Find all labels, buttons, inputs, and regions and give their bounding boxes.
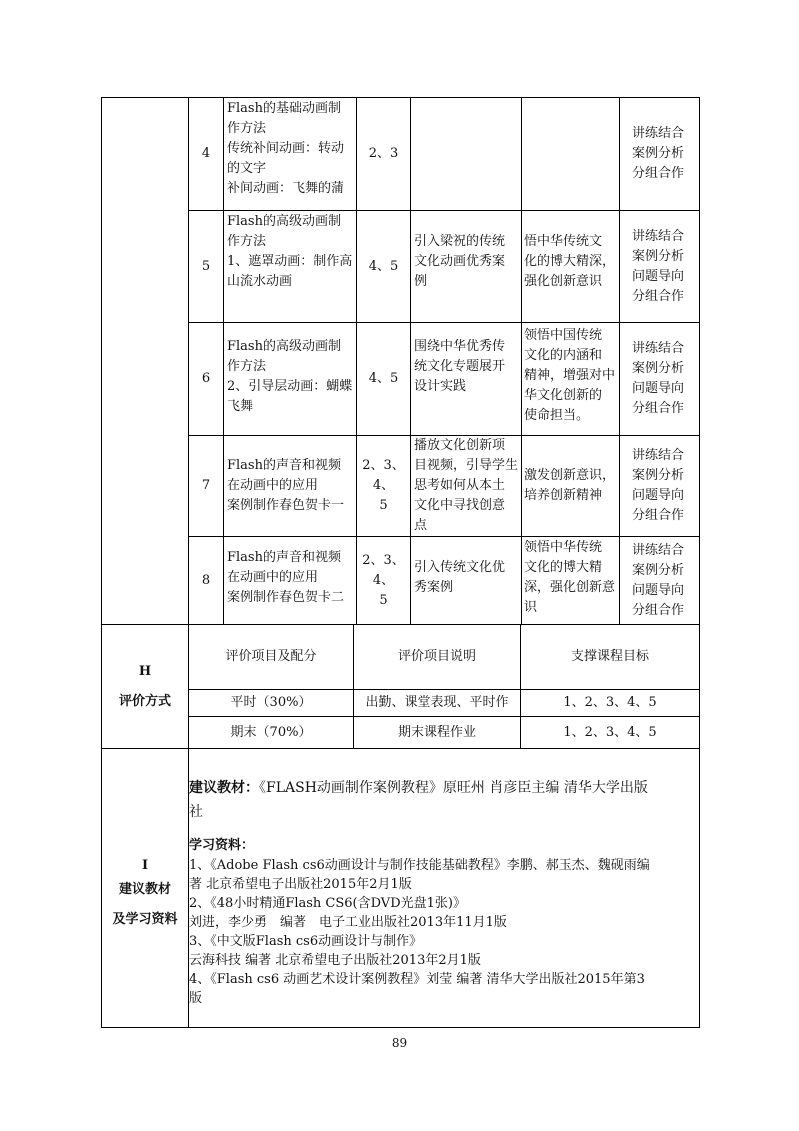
row-goal: 2、3 bbox=[368, 146, 399, 161]
eval-item: 平时（30%） bbox=[230, 695, 312, 710]
row-cases: 围绕中华优秀传 统文化专题展开 设计实践 bbox=[414, 339, 506, 394]
row-number: 7 bbox=[201, 478, 211, 493]
row-goal: 2、3、4、 5 bbox=[362, 458, 405, 513]
row-cases: 播放文化创新项 目视频，引导学生 思考如何从本土 文化中寻找创意 点 bbox=[414, 438, 519, 533]
row-goal: 4、5 bbox=[368, 371, 399, 386]
textbook-text: 《FLASH动画制作案例教程》原旺州 肖彦臣主编 清华大学出版 社 bbox=[189, 780, 648, 820]
page-number: 89 bbox=[391, 1036, 408, 1050]
row-goal: 2、3、4、 5 bbox=[362, 552, 405, 608]
row-ideology: 领悟中华传统 文化的博大精 深，强化创新意 识 bbox=[524, 540, 616, 615]
reference-list: 1、《Adobe Flash cs6动画设计与制作技能基础教程》李鹏、郝玉杰、魏砚雨编 著 北京希望电子出版社2015年2月1版 2、《48小时精通Flash CS6(含DVD光盘1张)》 刘进，李少勇 编著 电子工业出版社2013年11月1版 3、《中文版Flash cs6动画设计与制作》 云海科技 编著 北京希望电子出版社2013年2月1版 4、《Flash cs6 动画艺术设计案例教程》刘莹 编著 清华大学出版社2015年第3 版 bbox=[189, 858, 650, 1006]
row-number: 5 bbox=[201, 258, 211, 274]
section-code-i: I bbox=[141, 858, 149, 873]
row-method: 讲练结合 案例分析 问题导向 分组合作 bbox=[632, 448, 685, 523]
textbook-block bbox=[189, 776, 701, 824]
eval-desc: 出勤、课堂表现、平时作 bbox=[365, 695, 509, 710]
row-content: Flash的声音和视频 在动画中的应用 案例制作春色贺卡一 bbox=[227, 458, 345, 513]
row-method: 讲练结合 案例分析 问题导向 分组合作 bbox=[632, 341, 685, 416]
row-cases: 引入传统文化优 秀案例 bbox=[414, 560, 506, 595]
row-content: Flash的声音和视频 在动画中的应用 案例制作春色贺卡二 bbox=[227, 550, 345, 605]
row-content: Flash的高级动画制 作方法 2、引导层动画：蝴蝶 飞舞 bbox=[227, 339, 353, 414]
section-code-h: H bbox=[138, 664, 152, 679]
row-ideology: 激发创新意识， 培养创新精神 bbox=[524, 468, 616, 503]
section-title-materials-2: 及学习资料 bbox=[112, 912, 178, 927]
section-title-evaluation: 评价方式 bbox=[118, 694, 171, 709]
row-number: 8 bbox=[201, 572, 211, 588]
eval-targets: 1、2、3、4、5 bbox=[563, 724, 657, 740]
textbook-label: 建议教材： bbox=[189, 780, 259, 796]
eval-header-desc: 评价项目说明 bbox=[397, 649, 476, 664]
eval-desc: 期末课程作业 bbox=[397, 724, 476, 740]
row-method: 讲练结合 案例分析 问题导向 分组合作 bbox=[632, 228, 685, 304]
row-content: Flash的基础动画制 作方法 传统补间动画：转动 的文字 补间动画：飞舞的蒲 bbox=[227, 101, 345, 196]
row-method: 讲练结合 案例分析 分组合作 bbox=[632, 126, 685, 181]
eval-targets: 1、2、3、4、5 bbox=[563, 695, 657, 710]
eval-header-item: 评价项目及配分 bbox=[225, 649, 317, 664]
row-number: 4 bbox=[201, 146, 211, 161]
row-content: Flash的高级动画制 作方法 1、遮罩动画：制作高 山流水动画 bbox=[227, 214, 353, 289]
row-ideology: 领悟中国传统 文化的内涵和 精神，增强对中 华文化创新的 使命担当。 bbox=[524, 328, 616, 423]
row-method: 讲练结合 案例分析 问题导向 分组合作 bbox=[632, 542, 685, 618]
row-cases: 引入梁祝的传统 文化动画优秀案 例 bbox=[414, 234, 506, 289]
eval-item: 期末（70%） bbox=[230, 724, 312, 740]
eval-header-targets: 支撑课程目标 bbox=[570, 649, 649, 664]
row-goal: 4、5 bbox=[368, 258, 399, 274]
row-number: 6 bbox=[201, 371, 211, 386]
section-title-materials-1: 建议教材 bbox=[118, 882, 171, 897]
study-materials-label: 学习资料： bbox=[189, 838, 255, 853]
row-ideology: 悟中华传统文 化的博大精深， 强化创新意识 bbox=[524, 234, 616, 289]
